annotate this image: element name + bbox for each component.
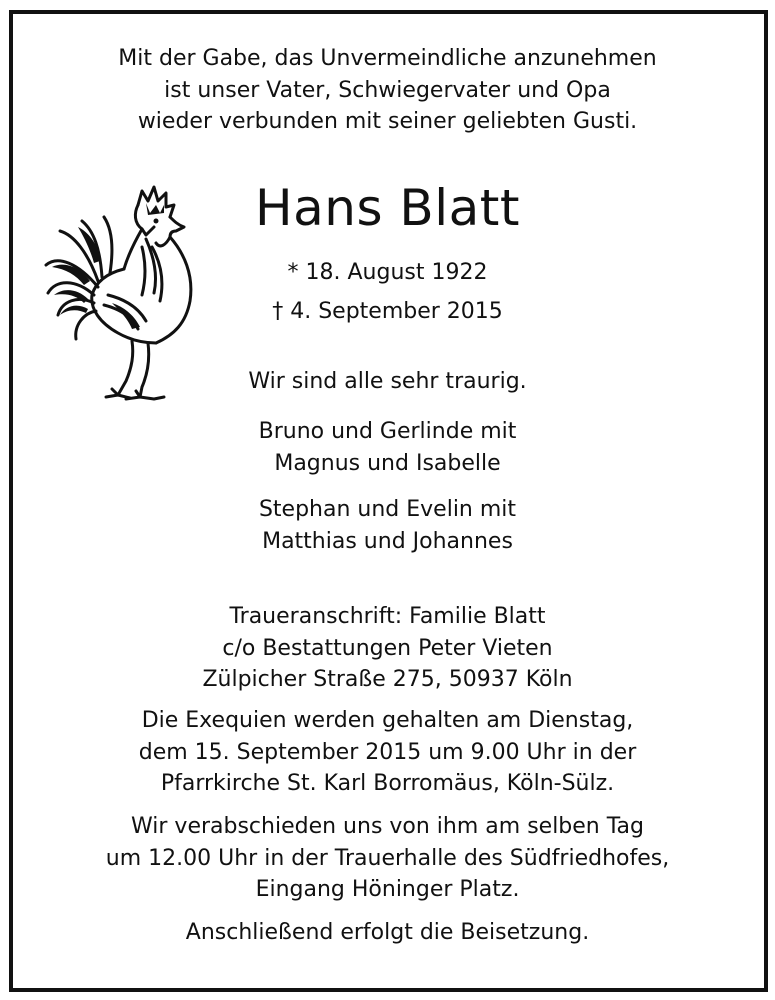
funeral-mass-info <box>0 705 775 800</box>
mass-line-1: Die Exequien werden gehalten am Dienstag, <box>141 708 634 733</box>
life-dates <box>0 253 775 331</box>
mass-line-3: Pfarrkirche St. Karl Borromäus, Köln-Sülz. <box>160 771 615 796</box>
intro-text <box>0 43 775 138</box>
farewell-line-2: um 12.00 Uhr in der Trauerhalle des Südfriedhofes, <box>105 845 670 871</box>
sad-line-text: Wir sind alle sehr traurig. <box>248 369 527 394</box>
farewell-line-3: Eingang Höninger Platz. <box>255 877 520 902</box>
address-line-3: Zülpicher Straße 275, 50937 Köln <box>202 667 573 692</box>
family-2-line-1: Stephan und Evelin mit <box>258 497 517 522</box>
family-group-1 <box>0 416 775 479</box>
intro-line-2: ist unser Vater, Schwiegervater und Opa <box>164 77 611 103</box>
family-2-line-2: Matthias und Johannes <box>262 528 513 554</box>
farewell-info <box>0 811 775 906</box>
family-1-line-1: Bruno und Gerlinde mit <box>258 419 517 444</box>
address-line-2: c/o Bestattungen Peter Vieten <box>222 635 553 661</box>
burial-line-text: Anschließend erfolgt die Beisetzung. <box>185 920 590 945</box>
sad-line <box>0 366 775 398</box>
farewell-line-1: Wir verabschieden uns von ihm am selben Tag <box>131 814 644 839</box>
death-date: † 4. September 2015 <box>272 299 503 324</box>
burial-line <box>0 917 775 949</box>
mass-line-2: dem 15. September 2015 um 9.00 Uhr in der <box>138 739 637 765</box>
address-line-1: Traueranschrift: Familie Blatt <box>229 604 546 629</box>
intro-line-1: Mit der Gabe, das Unvermeindliche anzunehmen <box>118 46 657 71</box>
mourning-address <box>0 601 775 696</box>
birth-date: * 18. August 1922 <box>287 260 488 285</box>
family-group-2 <box>0 494 775 557</box>
family-1-line-2: Magnus und Isabelle <box>274 450 501 476</box>
deceased-name: Hans Blatt <box>255 179 520 237</box>
intro-line-3: wieder verbunden mit seiner geliebten Gusti. <box>137 109 638 134</box>
